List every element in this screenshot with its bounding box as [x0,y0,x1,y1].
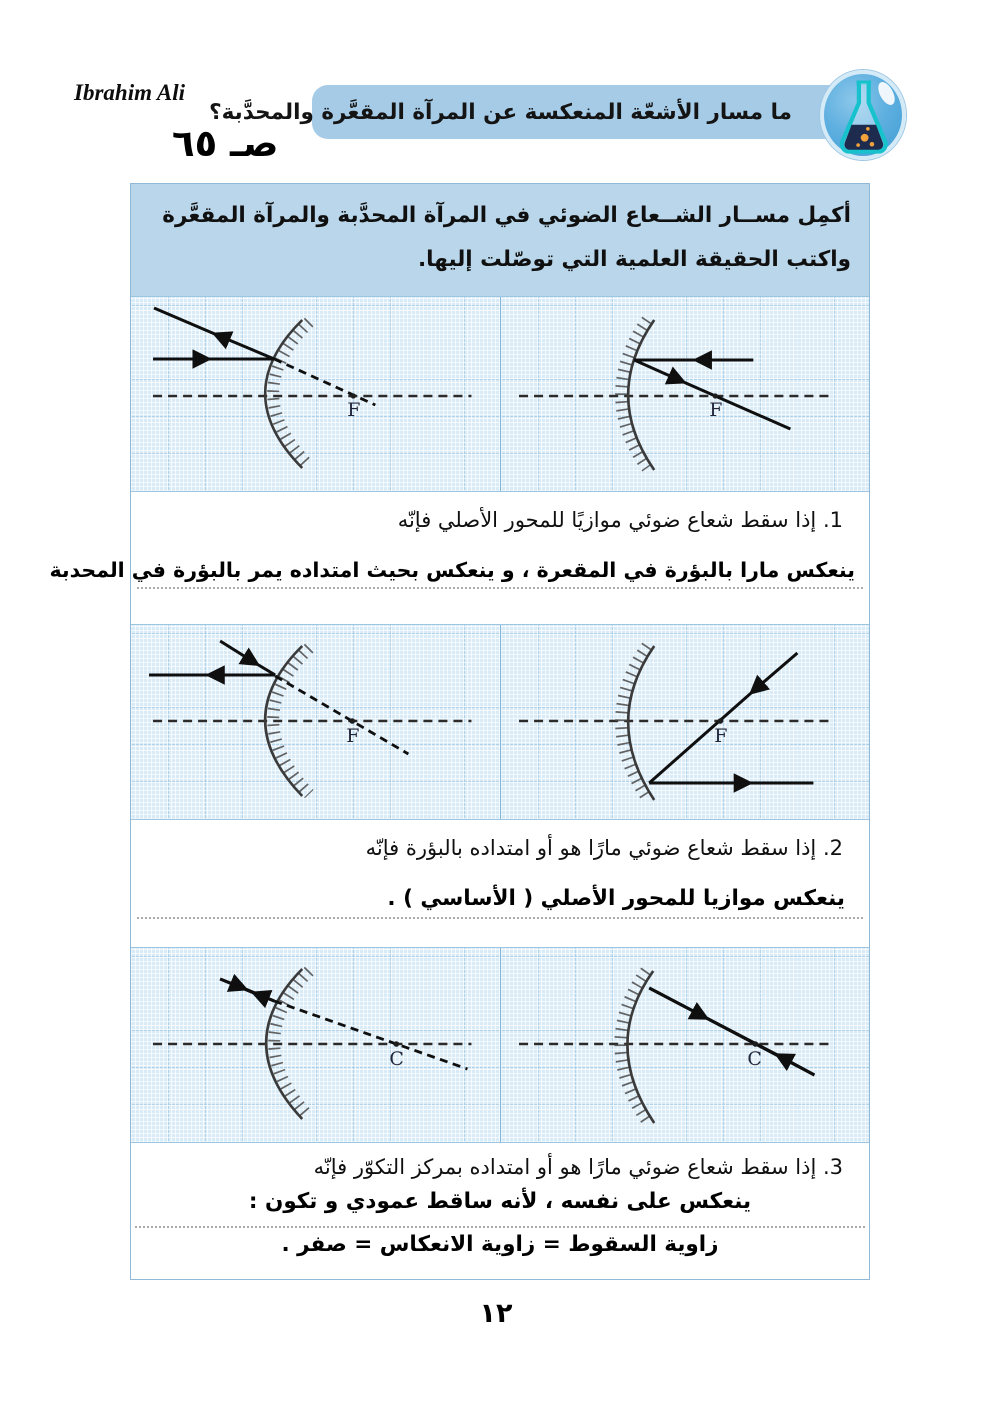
concave-mirror-panel-3 [501,948,870,1142]
banner-question-text: ما مسار الأشعّة المنعكسة عن المرآة المقعَّرة والمحدَّبة؟ [209,99,792,125]
ray-extension [275,676,408,754]
focal-point-label: F [713,725,727,747]
question-1: 1. إذا سقط شعاع ضوئي موازيًا للمحور الأصلي فإنّه [397,508,843,532]
focal-point [712,393,717,398]
concave-mirror-panel-2 [501,625,870,819]
incident-ray [649,653,797,783]
concave-mirror-panel-1 [501,297,870,491]
ray-extension [274,1001,467,1069]
worksheet-box [49,183,870,1280]
flask-glyph [824,74,902,156]
section-1 [49,492,869,624]
concave-mirror-diagram-focus [501,625,870,819]
mirror-arc [628,646,654,800]
mirror-hatching [273,322,309,466]
focal-point [349,718,355,724]
author-name: Ibrahim Ali [74,80,185,105]
worksheet-instruction: أكمِل مســار الشــعاع الضوئي في المرآة المحدَّبة والمرآة المقعَّرة واكتب الحقيقة العلمية التي توصّلت إليها. [131,184,869,296]
focal-point-label: F [346,725,360,747]
diagram-row-parallel-ray [131,296,869,492]
diagram-row-centre-ray [131,947,869,1143]
question-banner [209,85,892,139]
convex-mirror-diagram-parallel [131,297,500,491]
centre-point [394,1041,400,1047]
section-2 [131,820,869,947]
concave-mirror-diagram-centre [501,948,870,1142]
reflected-ray [220,979,274,1001]
flask-icon [820,70,906,160]
focal-point [351,393,356,398]
convex-mirror-diagram-centre [131,948,500,1142]
question-3: 3. إذا سقط شعاع ضوئي مارًا هو أو امتداده بمركز التكوّر فإنّه [313,1155,843,1179]
convex-mirror-panel-1 [131,297,501,491]
answer-1: ينعكس مارا بالبؤرة في المقعرة ، و ينعكس بحيث امتداده يمر بالبؤرة في المحدبة [137,558,863,589]
page-reference: صـ ٦٥ [172,122,279,165]
mirror-hatching [620,971,647,1121]
dotted-rule [135,1226,865,1228]
page-number: ١٢ [479,1298,513,1329]
diagram-row-focus-ray [131,624,869,820]
centre-point-label: C [389,1048,404,1070]
convex-mirror-diagram-focus [131,625,500,819]
reflected-ray [649,988,814,1075]
answer-3-line-1: ينعكس على نفسه ، لأنه ساقط عمودي و تكون : [248,1189,752,1214]
focal-point [717,718,723,724]
answer-2: ينعكس موازيا للمحور الأصلي ( الأساسي ) . [137,886,863,919]
focal-point-label: F [708,399,722,421]
section-3 [131,1143,869,1279]
reflected-ray [154,308,274,359]
centre-point [752,1041,758,1047]
answer-3-line-2: زاوية السقوط = زاوية الانعكاس = صفر . [281,1232,719,1257]
mirror-hatching [621,320,647,468]
incident-ray [220,641,275,675]
concave-mirror-diagram-parallel [501,297,870,491]
convex-mirror-panel-3 [131,948,501,1142]
centre-point-label: C [746,1048,762,1070]
question-2: 2. إذا سقط شعاع ضوئي مارًا هو أو امتداده بالبؤرة فإنّه [365,836,843,860]
convex-mirror-panel-2 [131,625,501,819]
focal-point-label: F [347,399,361,421]
